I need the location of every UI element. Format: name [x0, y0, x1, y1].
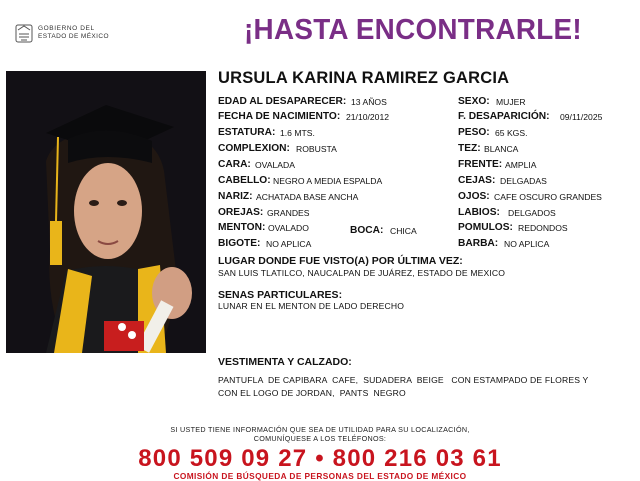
ojos-label: OJOS:	[458, 191, 490, 202]
cabello-label: CABELLO:	[218, 175, 271, 186]
footnote-line-2: COMUNÍQUESE A LOS TELÉFONOS:	[253, 434, 387, 443]
edad-value: 13 AÑOS	[351, 97, 387, 107]
frente-label: FRENTE:	[458, 159, 503, 170]
menton-label: MENTON:	[218, 222, 266, 233]
last-seen-value: SAN LUIS TLATILCO, NAUCALPAN DE JUÁREZ, ESTADO DE MEXICO	[218, 268, 506, 278]
sexo-value: MUJER	[496, 97, 526, 107]
pomulos-value: REDONDOS	[518, 223, 568, 233]
complexion-value: ROBUSTA	[296, 144, 337, 154]
cara-label: CARA:	[218, 159, 251, 170]
peso-label: PESO:	[458, 127, 490, 138]
phone-numbers	[0, 445, 640, 473]
marks-label: SENAS PARTICULARES:	[218, 289, 343, 301]
fdesap-label: F. DESAPARICIÓN:	[458, 111, 550, 122]
cejas-value: DELGADAS	[500, 176, 547, 186]
clothing-line-1: PANTUFLA DE CAPIBARA CAFE, SUDADERA BEIGE CON ESTAMPADO DE FLORES Y	[218, 375, 589, 385]
cejas-label: CEJAS:	[458, 175, 496, 186]
bigote-label: BIGOTE:	[218, 238, 261, 249]
labios-value: DELGADOS	[508, 208, 556, 218]
labios-label: LABIOS:	[458, 207, 500, 218]
boca-value: CHICA	[390, 226, 417, 236]
barba-value: NO APLICA	[504, 239, 550, 249]
boca-label: BOCA:	[350, 225, 384, 236]
cara-value: OVALADA	[255, 160, 295, 170]
phone-separator: •	[315, 445, 325, 472]
footnote-line-1: SI USTED TIENE INFORMACIÓN QUE SEA DE UTILIDAD PARA SU LOCALIZACIÓN,	[170, 425, 470, 434]
tez-value: BLANCA	[484, 144, 519, 154]
state-seal-icon	[14, 22, 34, 44]
last-seen-label: LUGAR DONDE FUE VISTO(A) POR ÚLTIMA VEZ:	[218, 255, 463, 267]
nariz-value: ACHATADA BASE ANCHA	[256, 192, 359, 202]
sexo-label: SEXO:	[458, 96, 490, 107]
headline: ¡HASTA ENCONTRARLE!	[244, 14, 582, 46]
menton-value: OVALADO	[268, 223, 309, 233]
edad-label: EDAD AL DESAPARECER:	[218, 96, 347, 107]
orejas-value: GRANDES	[267, 208, 310, 218]
phone-2[interactable]: 800 216 03 61	[332, 445, 502, 472]
government-logo	[14, 22, 124, 46]
complexion-label: COMPLEXION:	[218, 143, 290, 154]
estatura-label: ESTATURA:	[218, 127, 276, 138]
peso-value: 65 KGS.	[495, 128, 528, 138]
person-photo	[6, 71, 206, 353]
estatura-value: 1.6 MTS.	[280, 128, 315, 138]
clothing-line-2: CON EL LOGO DE JORDAN, PANTS NEGRO	[218, 388, 406, 398]
clothing-label: VESTIMENTA Y CALZADO:	[218, 356, 352, 368]
tez-label: TEZ:	[458, 143, 481, 154]
fdesap-value: 09/11/2025	[560, 112, 603, 122]
gov-line-2: ESTADO DE MÉXICO	[38, 33, 109, 40]
nariz-label: NARIZ:	[218, 191, 253, 202]
bigote-value: NO APLICA	[266, 239, 312, 249]
commission-name: COMISIÓN DE BÚSQUEDA DE PERSONAS DEL ESTADO DE MÉXICO	[173, 471, 467, 481]
barba-label: BARBA:	[458, 238, 499, 249]
marks-value: LUNAR EN EL MENTON DE LADO DERECHO	[218, 301, 405, 311]
pomulos-label: POMULOS:	[458, 222, 513, 233]
gov-line-1: GOBIERNO DEL	[38, 25, 95, 32]
ojos-value: CAFE OSCURO GRANDES	[494, 192, 602, 202]
orejas-label: OREJAS:	[218, 207, 264, 218]
portrait-illustration	[6, 71, 206, 353]
nacimiento-label: FECHA DE NACIMIENTO:	[218, 111, 341, 122]
nacimiento-value: 21/10/2012	[346, 112, 390, 122]
frente-value: AMPLIA	[505, 160, 537, 170]
cabello-value: NEGRO A MEDIA ESPALDA	[273, 176, 383, 186]
footnote	[0, 425, 640, 443]
person-name: URSULA KARINA RAMIREZ GARCIA	[218, 69, 510, 87]
phone-1[interactable]: 800 509 09 27	[138, 445, 308, 472]
